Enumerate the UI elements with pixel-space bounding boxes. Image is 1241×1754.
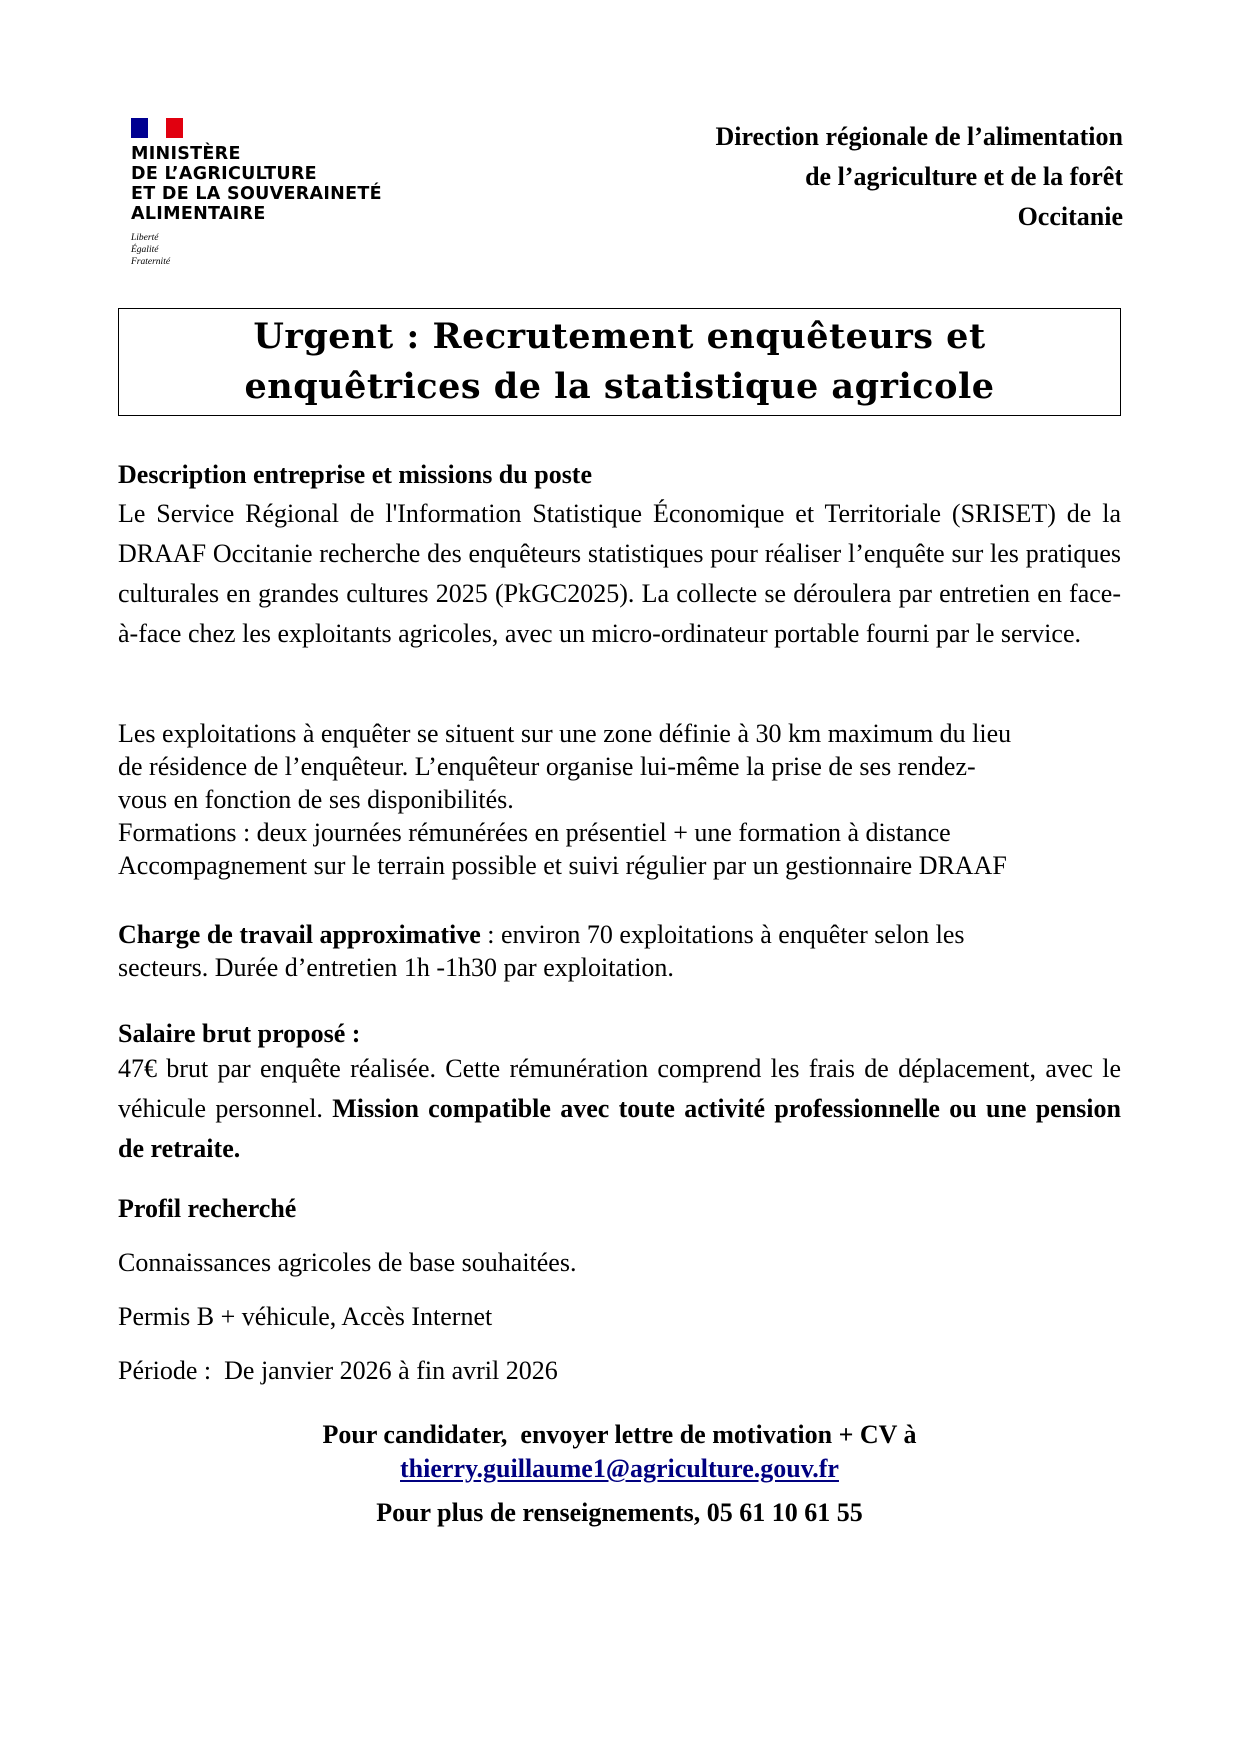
direction-line-2: de l’agriculture et de la forêt bbox=[805, 162, 1123, 191]
zone-line-3: vous en fonction de ses disponibilités. bbox=[118, 785, 514, 814]
page-title bbox=[244, 312, 994, 412]
zone-line-1: Les exploitations à enquêter se situent sur une zone définie à 30 km maximum du lieu bbox=[118, 719, 1012, 748]
zone-line-2: de résidence de l’enquêteur. L’enquêteur organise lui-même la prise de ses rendez- bbox=[118, 752, 976, 781]
salaire-heading: Salaire brut proposé : bbox=[118, 1019, 361, 1048]
title-line-1: Urgent : Recrutement enquêteurs et bbox=[253, 316, 986, 357]
republic-motto: Liberté Égalité Fraternité bbox=[131, 233, 171, 267]
formations-line: Formations : deux journées rémunérées en présentiel + une formation à distance bbox=[118, 818, 951, 847]
charge-text-1: : environ 70 exploitations à enquêter selon les bbox=[480, 920, 965, 949]
direction-line-3: Occitanie bbox=[1017, 202, 1123, 231]
email-link[interactable]: thierry.guillaume1@agriculture.gouv.fr bbox=[400, 1454, 839, 1483]
info-phone: Pour plus de renseignements, 05 61 10 61 55 bbox=[376, 1498, 863, 1527]
title-line-2: enquêtrices de la statistique agricole bbox=[244, 366, 995, 407]
french-flag-icon bbox=[131, 118, 183, 138]
charge-text-2: secteurs. Durée d’entretien 1h -1h30 par exploitation. bbox=[118, 953, 674, 982]
description-heading: Description entreprise et missions du poste bbox=[118, 460, 593, 489]
profil-item-1: Connaissances agricoles de base souhaitées. bbox=[118, 1248, 577, 1277]
apply-section bbox=[118, 1418, 1121, 1530]
profil-item-2: Permis B + véhicule, Accès Internet bbox=[118, 1302, 493, 1331]
accompagnement-line: Accompagnement sur le terrain possible et suivi régulier par un gestionnaire DRAAF bbox=[118, 851, 1007, 880]
salaire-bold-text: Mission compatible avec toute activité professionnelle ou une pension de retraite. bbox=[118, 1094, 1121, 1163]
profil-section bbox=[118, 1192, 1121, 1388]
direction-regionale bbox=[563, 117, 1123, 237]
title-box bbox=[118, 308, 1121, 416]
description-section bbox=[118, 458, 1121, 654]
direction-line-1: Direction régionale de l’alimentation bbox=[715, 122, 1123, 151]
ministry-name: MINISTÈRE DE L’AGRICULTURE ET DE LA SOUVERAINETÉ ALIMENTAIRE bbox=[131, 144, 382, 224]
salaire-section bbox=[118, 1017, 1121, 1169]
ministry-logo bbox=[131, 118, 391, 268]
charge-label: Charge de travail approximative bbox=[118, 920, 481, 949]
profil-heading: Profil recherché bbox=[118, 1194, 297, 1223]
profil-item-3: Période : De janvier 2026 à fin avril 2026 bbox=[118, 1356, 558, 1385]
zone-paragraph bbox=[118, 717, 1121, 882]
apply-text: Pour candidater, envoyer lettre de motivation + CV à bbox=[322, 1420, 917, 1449]
salaire-text: 47€ brut par enquête réalisée. Cette rémunération comprend les frais de déplacement, avec le véhicule personnel. bbox=[118, 1054, 1121, 1123]
charge-section bbox=[118, 918, 1121, 984]
description-paragraph: Le Service Régional de l'Information Statistique Économique et Territoriale (SRISET) de la DRAAF Occitanie recherche des enquêteurs statistiques pour réaliser l’enquête sur les pratiques culturales en grandes cultures 2025 (PkGC2025). La collecte se déroulera par entretien en face-à-face chez les exploitants agricoles, avec un micro-ordinateur portable fourni par le service. bbox=[118, 499, 1121, 648]
